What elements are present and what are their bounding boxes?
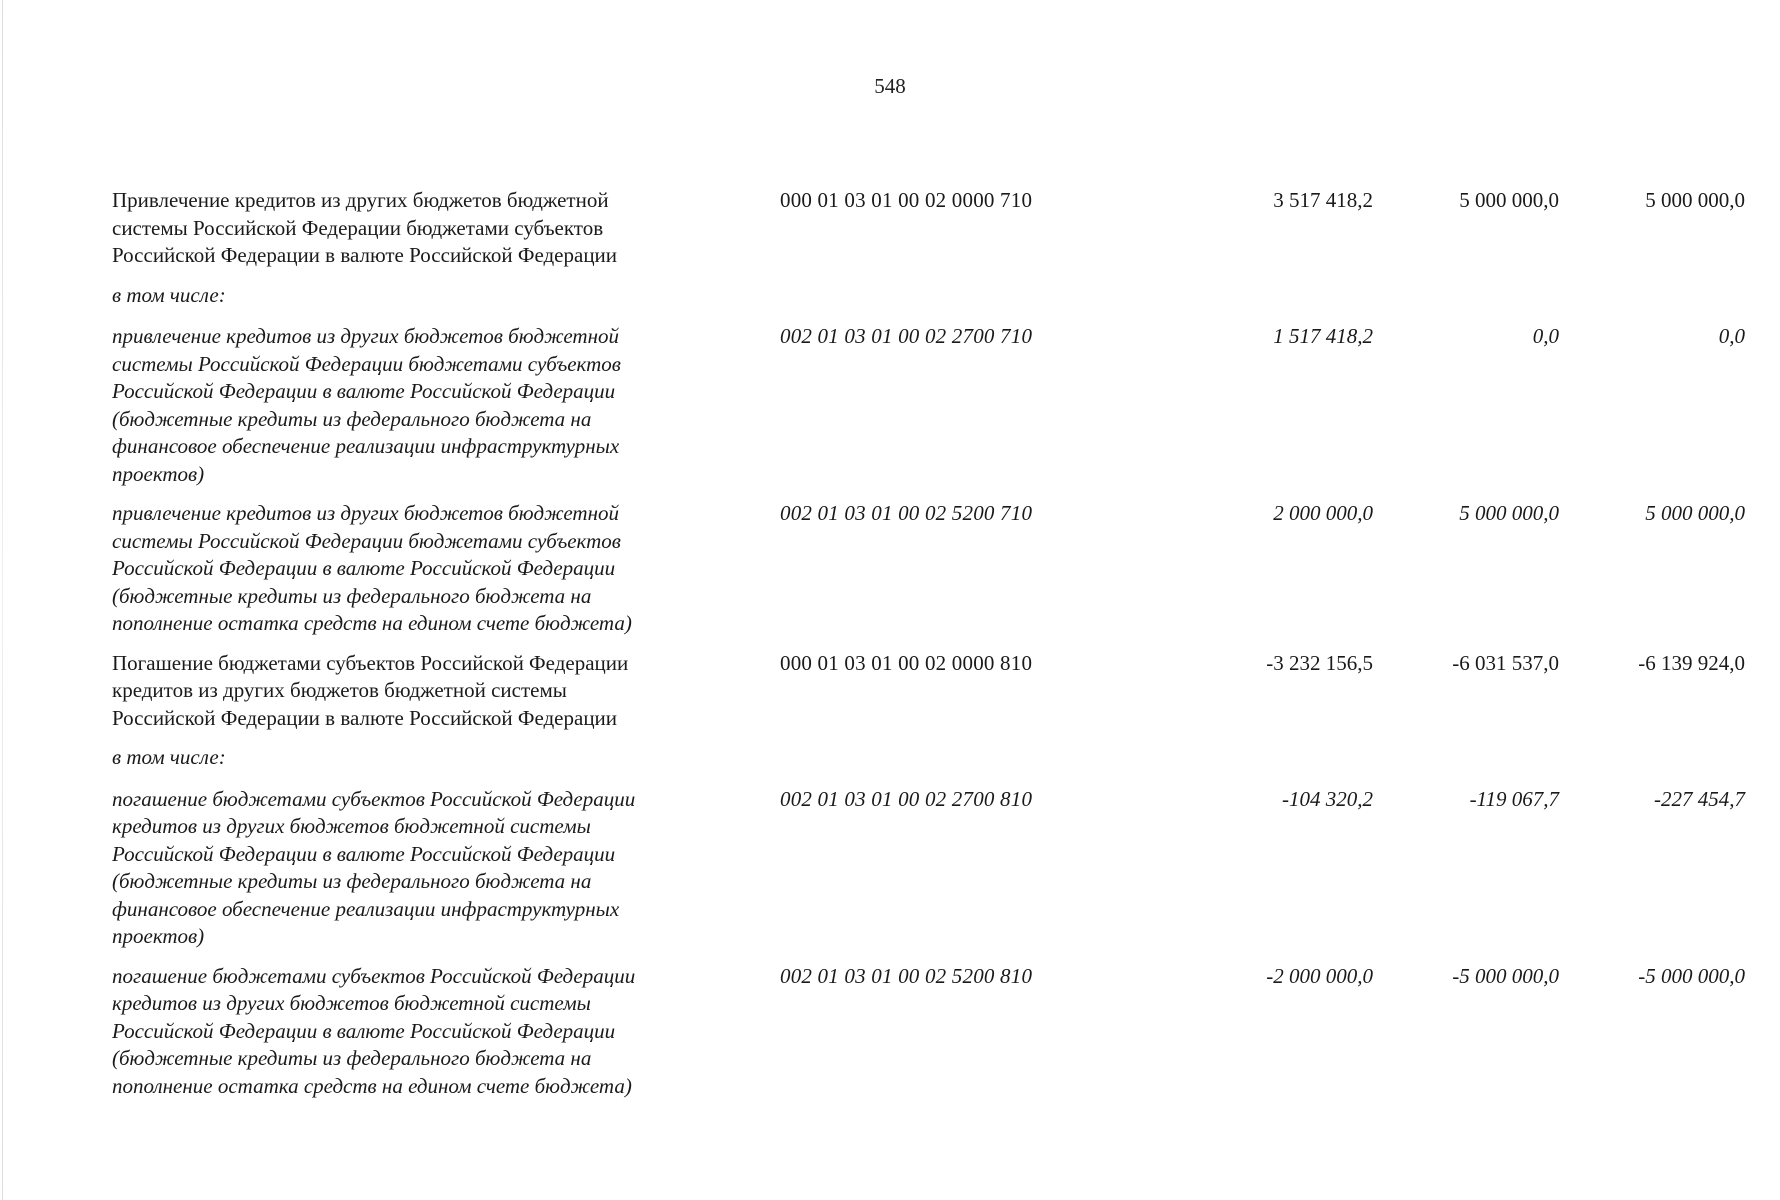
row-value-1: -2 000 000,0 [1266,963,1373,988]
row-value-2: -6 031 537,0 [1452,650,1559,675]
row-value-3: 5 000 000,0 [1645,501,1745,525]
row-code: 002 01 03 01 00 02 2700 810 [780,786,1033,811]
page-number: 548 [874,74,906,98]
row-value-2: -119 067,7 [1469,786,1559,811]
row-description: в том числе: [112,745,226,769]
row-value-1: -104 320,2 [1282,786,1373,811]
table-row [112,650,1745,733]
row-value-2: 5 000 000,0 [1459,188,1559,212]
row-value-1: 1 517 418,2 [1273,324,1373,348]
table-row-note [112,282,1642,310]
row-value-3: 5 000 000,0 [1645,188,1745,212]
row-code: 000 01 03 01 00 02 0000 710 [780,188,1033,212]
row-value-1: 3 517 418,2 [1273,188,1373,212]
row-value-2: -5 000 000,0 [1452,963,1559,988]
table-row [112,963,1745,1101]
table-row-note [112,744,1642,772]
row-value-1: -3 232 156,5 [1266,650,1373,675]
row-description: погашение бюджетами субъектов Российской Федерации кредитов из других бюджетов бюджетной системы Российской Федерации в валюте Российской Федерации (бюджетные кредиты из федерального бюджета на пополнение остатка средств на едином счете бюджета) [112,963,636,1098]
row-value-1: 2 000 000,0 [1273,501,1373,525]
row-value-3: -227 454,7 [1654,786,1745,811]
row-code: 002 01 03 01 00 02 2700 710 [780,324,1033,348]
table-row [112,786,1745,951]
row-code: 000 01 03 01 00 02 0000 810 [780,650,1033,675]
row-description: погашение бюджетами субъектов Российской Федерации кредитов из других бюджетов бюджетной системы Российской Федерации в валюте Российской Федерации (бюджетные кредиты из федерального бюджета на финансовое обеспечение реализации инфраструктурных проектов) [112,786,636,948]
row-value-3: -5 000 000,0 [1638,963,1745,988]
table-row [112,500,1745,638]
table-row [112,323,1745,488]
row-code: 002 01 03 01 00 02 5200 810 [780,963,1033,988]
row-value-3: 0,0 [1718,324,1745,348]
budget-table [112,187,1745,1112]
row-description: Привлечение кредитов из других бюджетов бюджетной системы Российской Федерации бюджетами субъектов Российской Федерации в валюте Российской Федерации [112,188,618,267]
table-row [112,187,1745,270]
row-value-2: 0,0 [1532,324,1559,348]
row-description: привлечение кредитов из других бюджетов бюджетной системы Российской Федерации бюджетами субъектов Российской Федерации в валюте Российской Федерации (бюджетные кредиты из федерального бюджета на пополнение остатка средств на едином счете бюджета) [112,501,632,635]
row-code: 002 01 03 01 00 02 5200 710 [780,501,1033,525]
row-description: в том числе: [112,282,226,307]
row-description: Погашение бюджетами субъектов Российской Федерации кредитов из других бюджетов бюджетной системы Российской Федерации в валюте Российской Федерации [112,650,629,730]
row-description: привлечение кредитов из других бюджетов бюджетной системы Российской Федерации бюджетами субъектов Российской Федерации в валюте Российской Федерации (бюджетные кредиты из федерального бюджета на финансовое обеспечение реализации инфраструктурных проектов) [112,324,621,486]
row-value-3: -6 139 924,0 [1638,650,1745,675]
row-value-2: 5 000 000,0 [1459,501,1559,525]
scan-margin-line [2,0,3,1200]
